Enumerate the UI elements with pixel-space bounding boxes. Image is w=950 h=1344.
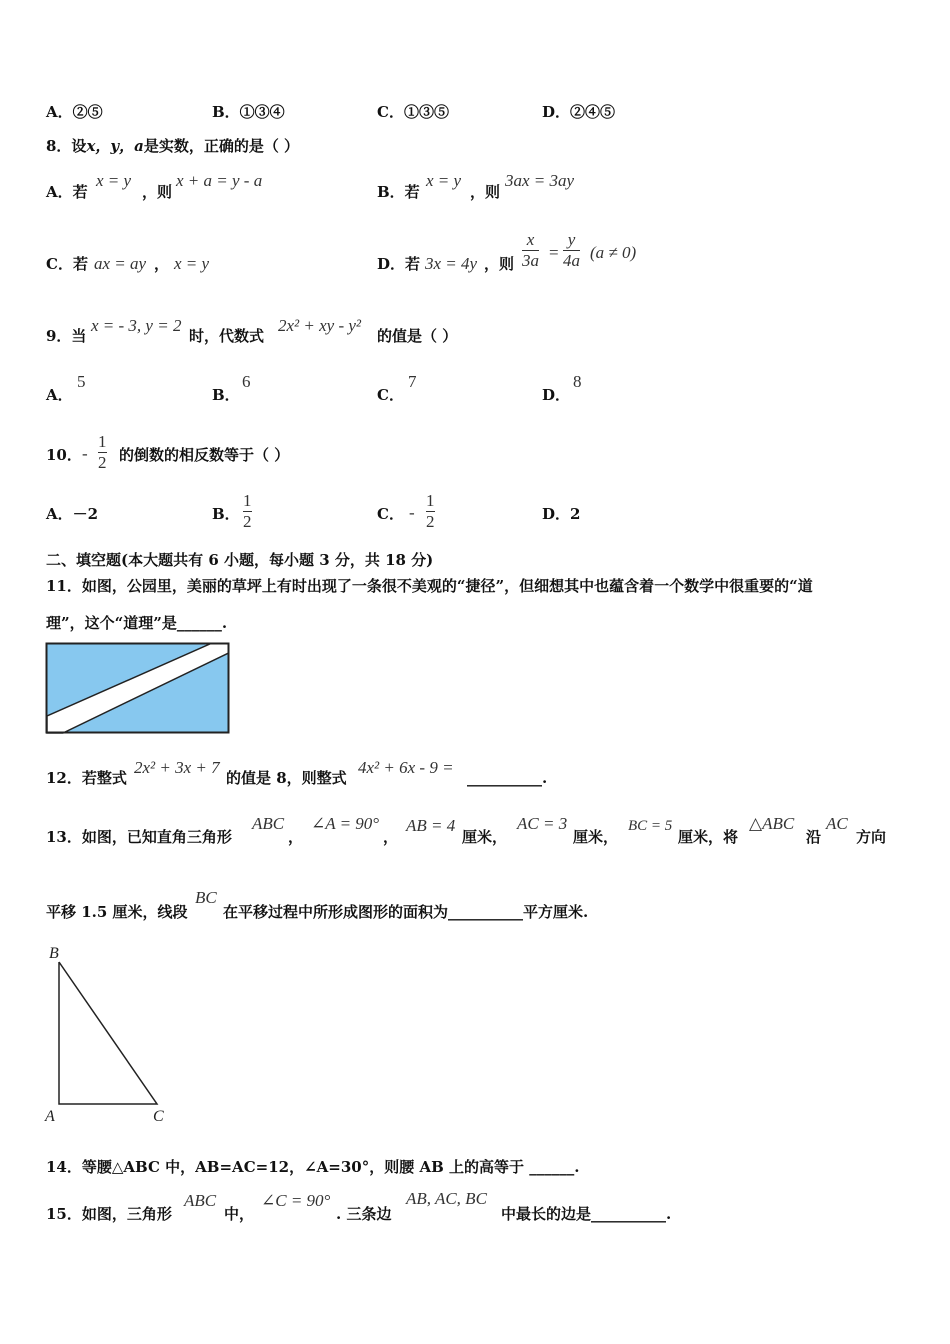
q8-a-mid: ，则 — [142, 183, 173, 201]
q13-ac2: AC — [826, 814, 848, 833]
q15-s4: 中最长的边是__________. — [501, 1205, 672, 1223]
vertex-b-label: B — [49, 945, 59, 962]
q8-d-frac2-num: y — [567, 230, 576, 249]
q7-option-d: D．②④⑤ — [542, 103, 616, 121]
q8-d-frac1-num: x — [526, 230, 535, 249]
q9-condition: x = - 3, y = 2 — [91, 316, 182, 335]
lawn-figure — [45, 642, 231, 735]
vertex-a-label: A — [45, 1108, 55, 1125]
q15-s2: 中， — [224, 1205, 255, 1223]
q8-b-math2: 3ax = 3ay — [505, 171, 575, 190]
q13-bc: BC = 5 — [628, 818, 673, 834]
q13-unit3: 厘米，将 — [678, 828, 739, 846]
q9-d-label: D． — [542, 386, 571, 404]
q9-b-value: 6 — [242, 372, 251, 391]
q12-expr1: 2x² + 3x + 7 — [134, 758, 220, 777]
q8-a-math1: x = y — [96, 171, 132, 190]
q13-unit2: 厘米， — [573, 828, 619, 846]
q9-stem-c: 的值是（ ） — [377, 327, 458, 345]
q11-line2: 理”，这个“道理”是______. — [46, 614, 228, 632]
q13-s1: 13．如图，已知直角三角形 — [46, 828, 232, 846]
q10-option-a: A．－2 — [46, 505, 99, 523]
q9-stem-b: 时，代数式 — [189, 327, 265, 345]
q15-sides: AB, AC, BC — [406, 1189, 487, 1208]
q10-b-fraction — [243, 491, 252, 532]
q8-b-math1: x = y — [426, 171, 462, 190]
q10-stem-a: 10． — [46, 446, 82, 464]
q8-stem-vars: x，y，a — [86, 137, 144, 155]
q13-comma2: ， — [383, 828, 399, 846]
q8-d-condition: (a ≠ 0) — [590, 243, 637, 262]
vertex-c-label: C — [153, 1108, 164, 1125]
q8-a-math2: x + a = y - a — [176, 171, 263, 190]
q13-ab: AB = 4 — [406, 816, 456, 835]
q12-stem-a: 12．若整式 — [46, 769, 127, 787]
q8-c-math1: ax = ay — [94, 254, 147, 273]
q8-d-fraction-1 — [522, 230, 539, 271]
q8-c-mid: ， — [154, 255, 170, 273]
q13-line2a: 平移 1.5 厘米，线段 — [46, 903, 188, 921]
q10-fraction — [98, 432, 107, 473]
q10-frac-den: 2 — [98, 453, 107, 472]
q13-ac: AC = 3 — [517, 814, 568, 833]
q8-stem — [46, 137, 299, 155]
q12-stem-b: 的值是 8，则整式 — [226, 769, 347, 787]
q13-unit1: 厘米， — [462, 828, 508, 846]
q12-expr2: 4x² + 6x - 9 = — [358, 758, 454, 777]
q10-c-fraction — [426, 491, 435, 532]
q9-c-value: 7 — [408, 372, 417, 391]
q15-angle: ∠C = 90° — [261, 1191, 331, 1210]
q8-b-label: B．若 — [377, 183, 420, 201]
q13-line2b: 在平移过程中所形成图形的面积为__________平方厘米. — [223, 903, 589, 921]
q15-abc: ABC — [184, 1191, 217, 1210]
q10-b-den: 2 — [243, 512, 252, 531]
right-triangle-figure — [40, 938, 180, 1128]
q8-c-math2: x = y — [174, 254, 210, 273]
q9-b-label: B． — [212, 386, 240, 404]
q12-blank: __________. — [467, 769, 548, 787]
q13-along: 沿 — [806, 828, 822, 846]
q10-neg: - — [82, 444, 88, 463]
q10-c-den: 2 — [426, 512, 435, 531]
q8-a-label: A．若 — [46, 183, 88, 201]
q8-d-mid: ，则 — [484, 255, 515, 273]
q9-a-value: 5 — [77, 372, 86, 391]
q9-d-value: 8 — [573, 372, 582, 391]
q10-c-neg: - — [409, 503, 415, 522]
q10-option-d: D．2 — [542, 505, 581, 523]
q13-angle: ∠A = 90° — [311, 814, 380, 833]
triangle-abc — [59, 962, 157, 1104]
q10-frac-num: 1 — [98, 432, 107, 451]
q7-option-a: A．②⑤ — [46, 103, 103, 121]
q9-stem-a: 9．当 — [46, 327, 87, 345]
q11-line1: 11．如图，公园里，美丽的草坪上有时出现了一条很不美观的“捷径”，但细想其中也蕴含着一个数学中很重要的“道 — [46, 577, 813, 595]
q13-bc2: BC — [195, 888, 217, 907]
q15-s3: . 三条边 — [336, 1205, 392, 1223]
q8-d-frac2-den: 4a — [563, 251, 580, 270]
q8-stem-a: 8．设 — [46, 137, 87, 155]
q13-triangle: △ABC — [749, 814, 795, 833]
q9-expression: 2x² + xy - y² — [278, 316, 362, 335]
q13-direction: 方向 — [856, 828, 887, 846]
q8-d-label: D．若 — [377, 255, 421, 273]
q13-comma1: ， — [288, 828, 304, 846]
q14-text: 14．等腰△ABC 中，AB=AC=12，∠A=30°，则腰 AB 上的高等于 ______. — [46, 1158, 580, 1176]
q8-d-fraction-2 — [563, 230, 580, 271]
q10-stem-b: 的倒数的相反数等于（ ） — [119, 446, 290, 464]
q8-d-math1: 3x = 4y — [425, 254, 478, 273]
q7-option-b: B．①③④ — [212, 103, 285, 121]
section2-title: 二、填空题(本大题共有 6 小题，每小题 3 分，共 18 分) — [46, 551, 434, 569]
q13-abc: ABC — [252, 814, 285, 833]
q9-a-label: A． — [46, 386, 73, 404]
q10-c-label: C． — [377, 505, 404, 523]
q9-c-label: C． — [377, 386, 404, 404]
q8-b-mid: ，则 — [470, 183, 501, 201]
q8-c-label: C．若 — [46, 255, 88, 273]
q10-b-num: 1 — [243, 491, 252, 510]
q8-stem-b: 是实数，正确的是（ ） — [143, 137, 300, 155]
q8-d-eq: = — [549, 243, 559, 262]
q7-option-c: C．①③⑤ — [377, 103, 449, 121]
q8-d-frac1-den: 3a — [522, 251, 539, 270]
q10-c-num: 1 — [426, 491, 435, 510]
q15-s1: 15．如图，三角形 — [46, 1205, 172, 1223]
q10-b-label: B． — [212, 505, 240, 523]
